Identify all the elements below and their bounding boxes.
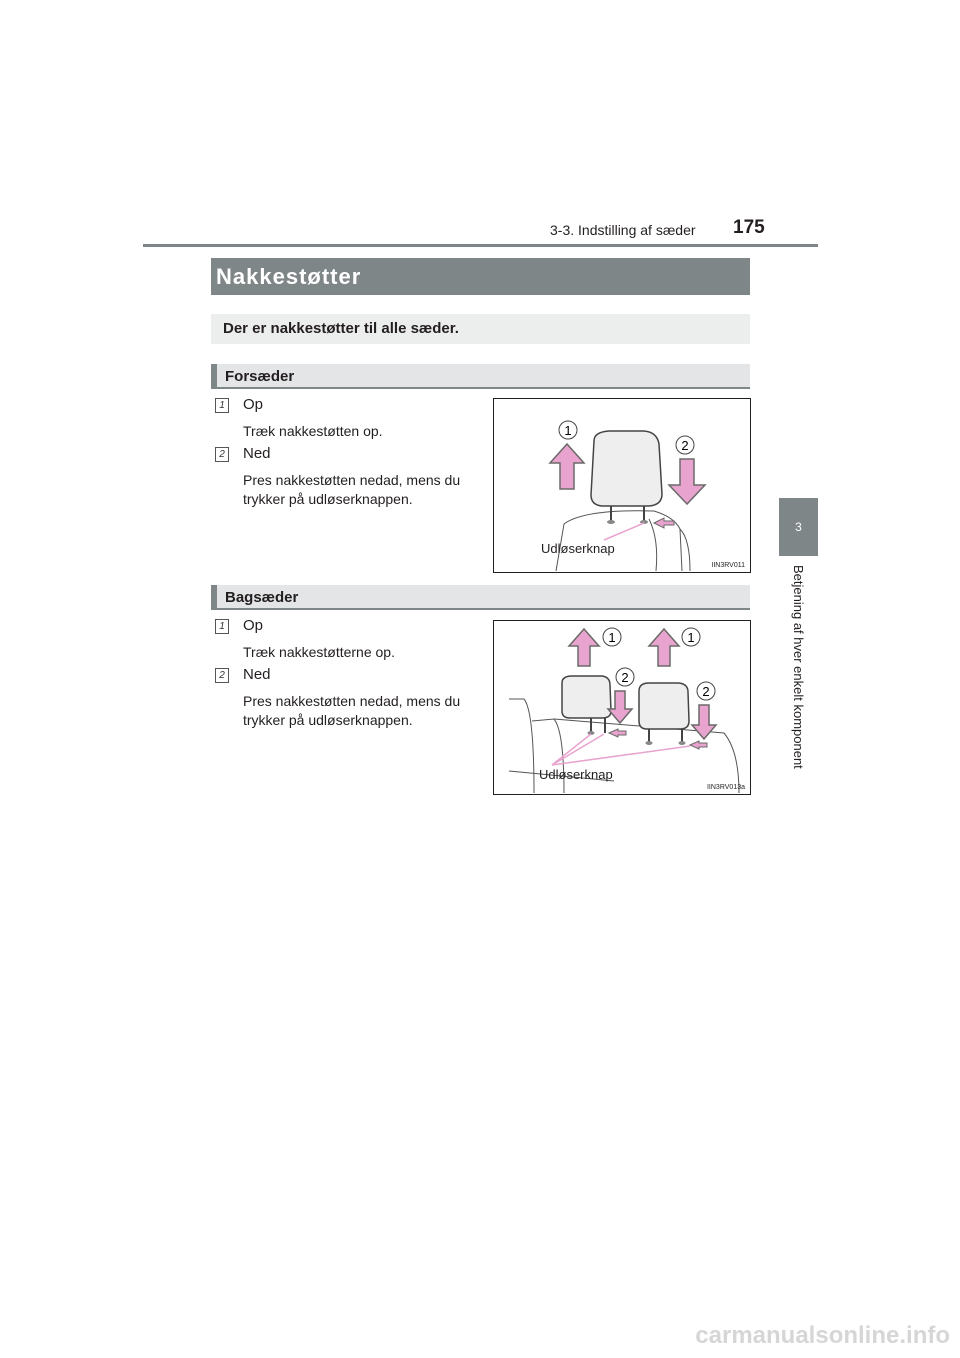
intro-text: Der er nakkestøtter til alle sæder. [211,314,750,344]
rear-item-2-title: Ned [243,666,271,683]
rear-headrest-figure [493,620,751,795]
rear-release-label: Udløserknap [539,767,613,782]
rear-down-arrow-left-icon [608,691,632,723]
rear-release-arrow-right-icon [690,741,707,749]
rear-item-2-number: 2 [215,668,229,683]
front-item-2-number: 2 [215,447,229,462]
rear-up-arrow-right-icon [649,629,679,666]
front-figure-code: IIN3RV011 [711,562,745,569]
down-arrow-icon [669,459,705,504]
chapter-title: Betjening af hver enkelt komponent [791,565,806,769]
rear-item-1-title: Op [243,617,264,634]
rear-headrest-left-icon [562,676,611,735]
headrest-icon [591,431,662,524]
chapter-tab: 3 [779,498,818,556]
rear-release-arrow-left-icon [609,729,626,737]
front-item-1-desc: Træk nakkestøtten op. [243,423,383,439]
rear-callout-1b: 1 [687,630,695,645]
rear-item-2-desc: Pres nakkestøtten nedad, mens du trykker på udløserknappen. [243,693,461,728]
front-item-2-desc: Pres nakkestøtten nedad, mens du trykker på udløserknappen. [243,472,461,507]
header-rule [143,244,818,247]
front-callout-1: 1 [564,423,572,438]
front-item-1-title: Op [243,396,264,413]
front-headrest-figure [493,398,751,573]
rear-seats-heading: Bagsæder [211,585,750,610]
page-title: Nakkestøtter [211,258,750,295]
rear-item-1-desc: Træk nakkestøtterne op. [243,644,395,660]
page-number: 175 [733,217,765,238]
watermark: carmanualsonline.info [695,1322,950,1349]
rear-callout-2b: 2 [702,684,710,699]
front-release-label: Udløserknap [541,541,615,556]
chapter-title-vertical [778,565,818,795]
front-seats-heading: Forsæder [211,364,750,389]
rear-up-arrow-left-icon [569,629,599,666]
section-reference: 3-3. Indstilling af sæder [550,222,696,238]
rear-callout-1a: 1 [608,630,616,645]
front-item-1-number: 1 [215,398,229,413]
front-callout-2: 2 [681,438,689,453]
up-arrow-icon [550,444,584,489]
rear-down-arrow-right-icon [692,705,716,739]
rear-headrest-right-icon [639,683,689,745]
front-item-2-title: Ned [243,445,271,462]
rear-callout-2a: 2 [621,670,629,685]
rear-figure-code: IIN3RV013a [706,784,745,791]
rear-item-1-number: 1 [215,619,229,634]
release-press-arrow-icon [654,518,674,528]
